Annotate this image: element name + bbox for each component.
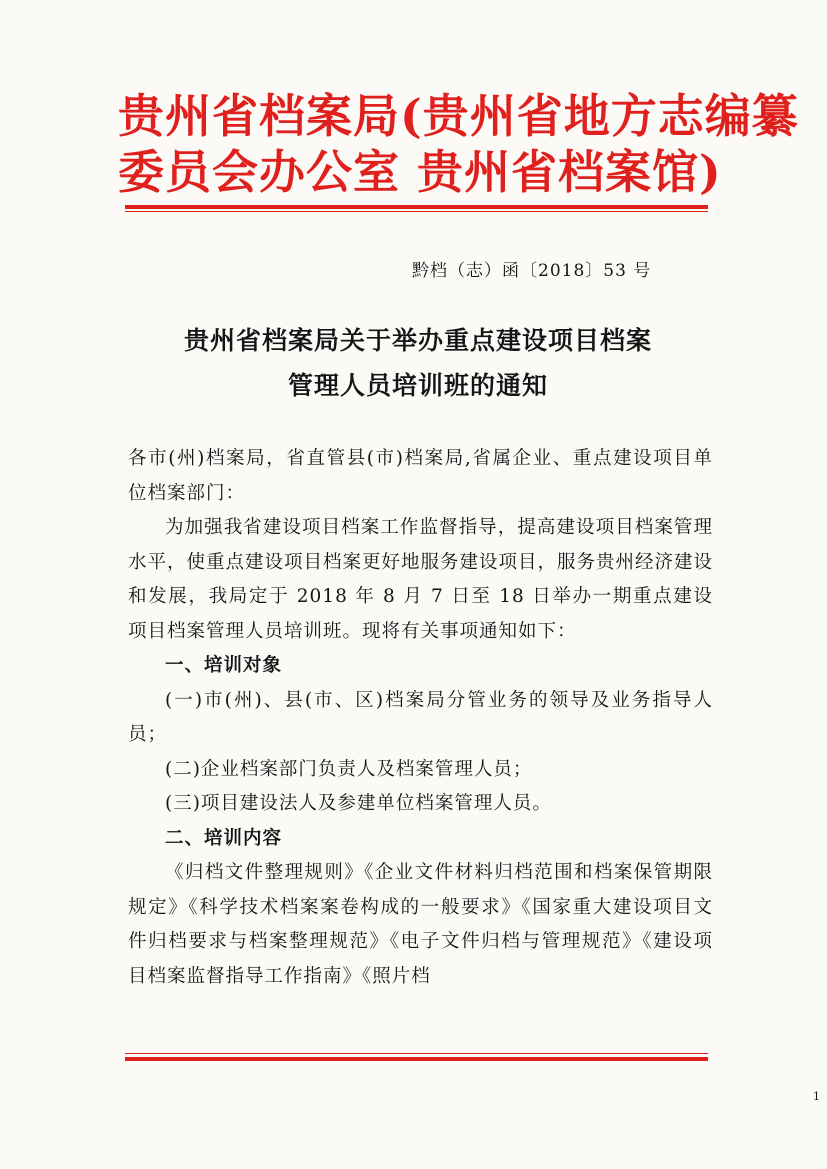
section-heading-training-content: 二、培训内容 bbox=[165, 827, 283, 849]
header-line-1: 贵州省档案局(贵州省地方志编纂 bbox=[118, 89, 799, 143]
header-red-rule-thin bbox=[125, 211, 708, 212]
training-target-item: (三)项目建设法人及参建单位档案管理人员。 bbox=[165, 793, 552, 814]
footer-red-rule-thin bbox=[125, 1053, 708, 1054]
training-target-item: (二)企业档案部门负责人及档案管理人员； bbox=[165, 758, 533, 780]
page-number: 1 bbox=[813, 1090, 820, 1103]
document-title bbox=[120, 318, 716, 408]
document-title-line-2: 管理人员培训班的通知 bbox=[287, 371, 548, 400]
footer-red-rule-thick bbox=[125, 1057, 708, 1061]
document-title-line-1: 贵州省档案局关于举办重点建设项目档案 bbox=[183, 326, 652, 355]
training-content-paragraph: 《归档文件整理规则》《企业文件材料归档范围和档案保管期限规定》《科学技术档案案卷构成的一般要求》《国家重大建设项目文件归档要求与档案整理规范》《电子文件归档与管理规范》《建设项目档案监督指导工作指南》《照片档 bbox=[128, 862, 713, 987]
intro-paragraph: 为加强我省建设项目档案工作监督指导，提高建设项目档案管理水平，使重点建设项目档案更好地服务建设项目，服务贵州经济建设和发展，我局定于 2018 年 8 月 7 日至 18 日举办一期重点建设项目档案管理人员培训班。现将有关事项通知如下： bbox=[128, 517, 714, 642]
training-target-item: (一)市(州)、县(市、区)档案局分管业务的领导及业务指导人员； bbox=[128, 689, 713, 745]
header-red-rule-thick bbox=[125, 205, 708, 209]
issuing-organization-header bbox=[118, 88, 799, 200]
header-line-2: 委员会办公室 贵州省档案馆) bbox=[118, 145, 722, 199]
section-heading-training-targets: 一、培训对象 bbox=[165, 655, 283, 676]
document-number: 黔档（志）函〔2018〕53 号 bbox=[412, 261, 652, 281]
addressee: 各市(州)档案局，省直管县(市)档案局,省属企业、重点建设项目单位档案部门： bbox=[128, 448, 713, 504]
document-body bbox=[128, 442, 713, 994]
